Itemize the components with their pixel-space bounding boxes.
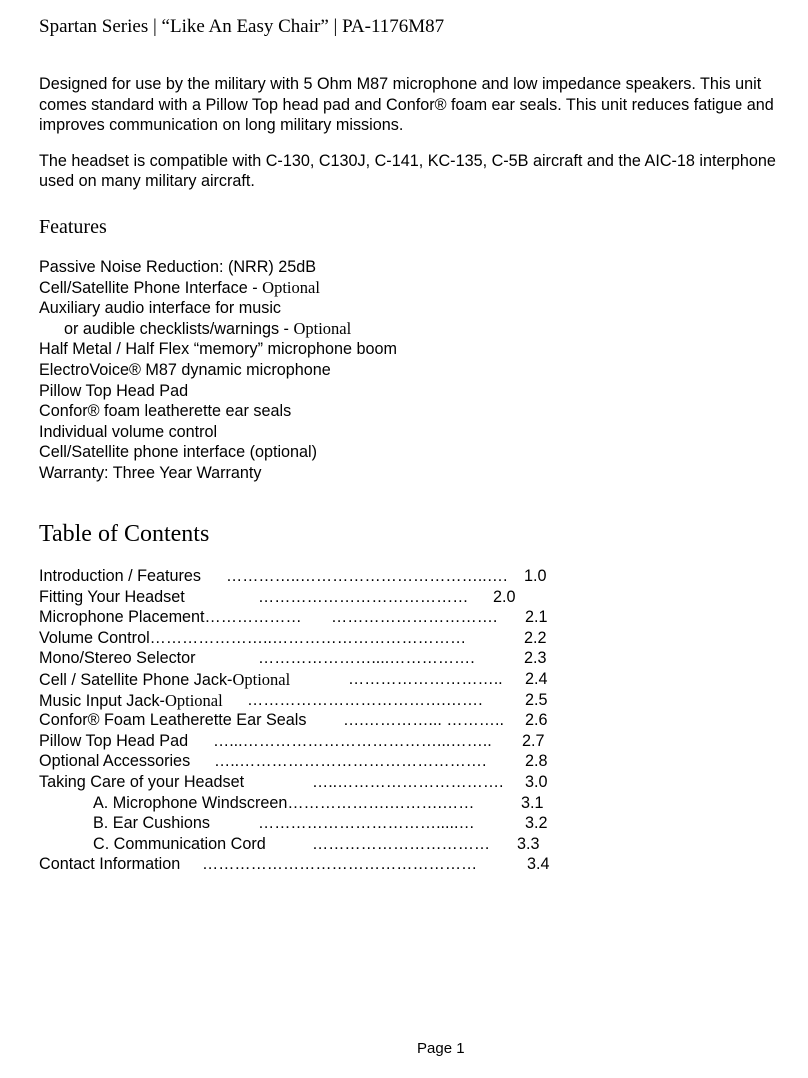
- feature-item: [39, 319, 397, 340]
- toc-entry[interactable]: [0, 649, 808, 670]
- toc-heading: Table of Contents: [39, 521, 210, 547]
- toc-entry-label: Optional Accessories: [39, 752, 191, 771]
- toc-entry[interactable]: [0, 588, 808, 609]
- toc-entry-label-text: Cell / Satellite Phone Jack-: [39, 671, 233, 689]
- toc-entry-label: Taking Care of your Headset: [39, 773, 245, 791]
- feature-item: [39, 360, 397, 381]
- intro-paragraph: The headset is compatible with C-130, C130J, C-141, KC-135, C-5B aircraft and the AIC-18 interphone used on many military aircraft.: [39, 151, 776, 190]
- feature-text: Cell/Satellite phone interface (optional): [39, 443, 318, 462]
- feature-text: Passive Noise Reduction: (NRR) 25dB: [39, 258, 317, 276]
- feature-item: [39, 401, 397, 422]
- toc-entry-label: Pillow Top Head Pad: [39, 731, 189, 750]
- feature-item: [39, 463, 397, 484]
- toc-entry[interactable]: [0, 732, 808, 753]
- document-header: Spartan Series | “Like An Easy Chair” | PA-1176M87: [39, 16, 445, 37]
- toc-entry-label: Confor® Foam Leatherette Ear Seals: [39, 711, 307, 730]
- toc-entry-dots: ……………………………………………: [202, 855, 478, 874]
- toc-entry-number: 2.8: [525, 752, 548, 771]
- toc-entry-label-text: Music Input Jack-: [39, 691, 165, 710]
- feature-optional-note: Optional: [262, 277, 320, 297]
- toc-entry-label: [39, 670, 290, 690]
- page-number: Page 1: [417, 1040, 465, 1057]
- toc-entry-number: 3.0: [525, 773, 548, 791]
- intro-paragraph: Designed for use by the military with 5 Ohm M87 microphone and low impedance speakers. This unit comes standard with a Pillow Top head pad and Confor® foam ear seals. This unit reduces fatigue and improves communication on long military missions.: [39, 75, 774, 134]
- toc-entry-number: 2.5: [525, 690, 548, 709]
- toc-entry-number: 2.6: [525, 711, 548, 730]
- table-of-contents: [0, 567, 808, 887]
- toc-entry[interactable]: [0, 752, 808, 773]
- toc-entry-label: Contact Information: [39, 855, 181, 874]
- toc-entry-dots: ……………………………: [312, 834, 491, 853]
- toc-entry-dots: ….…………... ………..: [343, 711, 504, 730]
- toc-entry[interactable]: [0, 670, 808, 691]
- intro-section: [39, 74, 779, 207]
- toc-entry-dots: …...………………………………...……..: [213, 731, 492, 750]
- feature-optional-note: Optional: [293, 318, 352, 338]
- feature-item: [39, 339, 397, 360]
- toc-entry-label: Mono/Stereo Selector: [39, 649, 196, 668]
- feature-text: Warranty: Three Year Warranty: [39, 463, 262, 482]
- feature-item: [39, 257, 397, 278]
- feature-item: [39, 298, 397, 319]
- toc-entry-number: 2.4: [525, 670, 548, 688]
- feature-text: or audible checklists/warnings -: [64, 319, 294, 338]
- feature-item: [39, 422, 397, 443]
- toc-entry-number: 3.2: [525, 814, 548, 833]
- features-heading: Features: [39, 216, 107, 238]
- toc-entry-number: 2.0: [493, 587, 516, 606]
- toc-entry[interactable]: [0, 794, 808, 815]
- toc-entry-dots: …..………………………….: [312, 773, 504, 791]
- toc-entry[interactable]: [0, 567, 808, 588]
- feature-text: Pillow Top Head Pad: [39, 381, 189, 400]
- toc-entry[interactable]: [0, 814, 808, 835]
- toc-entry-number: 2.2: [524, 628, 547, 647]
- toc-entry-dots: …………………………………: [258, 587, 469, 606]
- toc-entry[interactable]: [0, 629, 808, 650]
- toc-entry-label: Introduction / Features: [39, 567, 201, 585]
- toc-entry-number: 2.3: [524, 649, 547, 668]
- toc-entry-dots: …………………………….....…: [258, 814, 475, 833]
- feature-text: Half Metal / Half Flex “memory” microphone boom: [39, 340, 398, 359]
- features-list: [39, 257, 397, 484]
- toc-entry-dots: ………………………..: [348, 670, 503, 688]
- toc-entry-dots: …..……………………………………….: [214, 752, 487, 771]
- toc-entry-dots: ……………………………….…….: [247, 690, 483, 709]
- toc-entry-number: 2.7: [522, 731, 545, 750]
- feature-item: [39, 381, 397, 402]
- toc-entry-optional-note: Optional: [164, 690, 223, 710]
- toc-entry-dots: …………………....…………….: [258, 649, 475, 668]
- feature-text: Individual volume control: [39, 422, 218, 441]
- toc-entry[interactable]: [0, 691, 808, 712]
- feature-text: ElectroVoice® M87 dynamic microphone: [39, 360, 331, 379]
- feature-text: Confor® foam leatherette ear seals: [39, 402, 292, 421]
- toc-entry-dots: …………..……………………………..….: [226, 567, 508, 585]
- toc-entry-label: Fitting Your Headset: [39, 587, 185, 606]
- toc-entry[interactable]: [0, 773, 808, 794]
- feature-text: Auxiliary audio interface for music: [39, 299, 282, 318]
- toc-entry-number: 2.1: [525, 608, 548, 627]
- toc-entry[interactable]: [0, 608, 808, 629]
- toc-entry-label: [39, 691, 223, 711]
- toc-entry-dots: ………………………….: [331, 608, 498, 627]
- toc-entry-label: Microphone Placement………………: [39, 608, 302, 627]
- feature-item: [39, 278, 397, 299]
- feature-item: [39, 442, 397, 463]
- toc-entry-number: 3.1: [521, 793, 544, 812]
- toc-entry[interactable]: [0, 855, 808, 876]
- toc-entry-label: Volume Control…………………..………………………………: [39, 628, 467, 647]
- toc-entry[interactable]: [0, 835, 808, 856]
- toc-entry-label: B. Ear Cushions: [93, 814, 210, 833]
- feature-text: Cell/Satellite Phone Interface -: [39, 278, 263, 297]
- toc-entry[interactable]: [0, 711, 808, 732]
- toc-entry-label: C. Communication Cord: [93, 834, 266, 853]
- toc-entry-number: 3.3: [517, 834, 540, 853]
- toc-entry-number: 3.4: [527, 855, 550, 874]
- toc-entry-number: 1.0: [524, 567, 547, 585]
- toc-entry-optional-note: Optional: [232, 670, 291, 689]
- toc-entry-label: A. Microphone Windscreen……………….……….……: [93, 793, 475, 812]
